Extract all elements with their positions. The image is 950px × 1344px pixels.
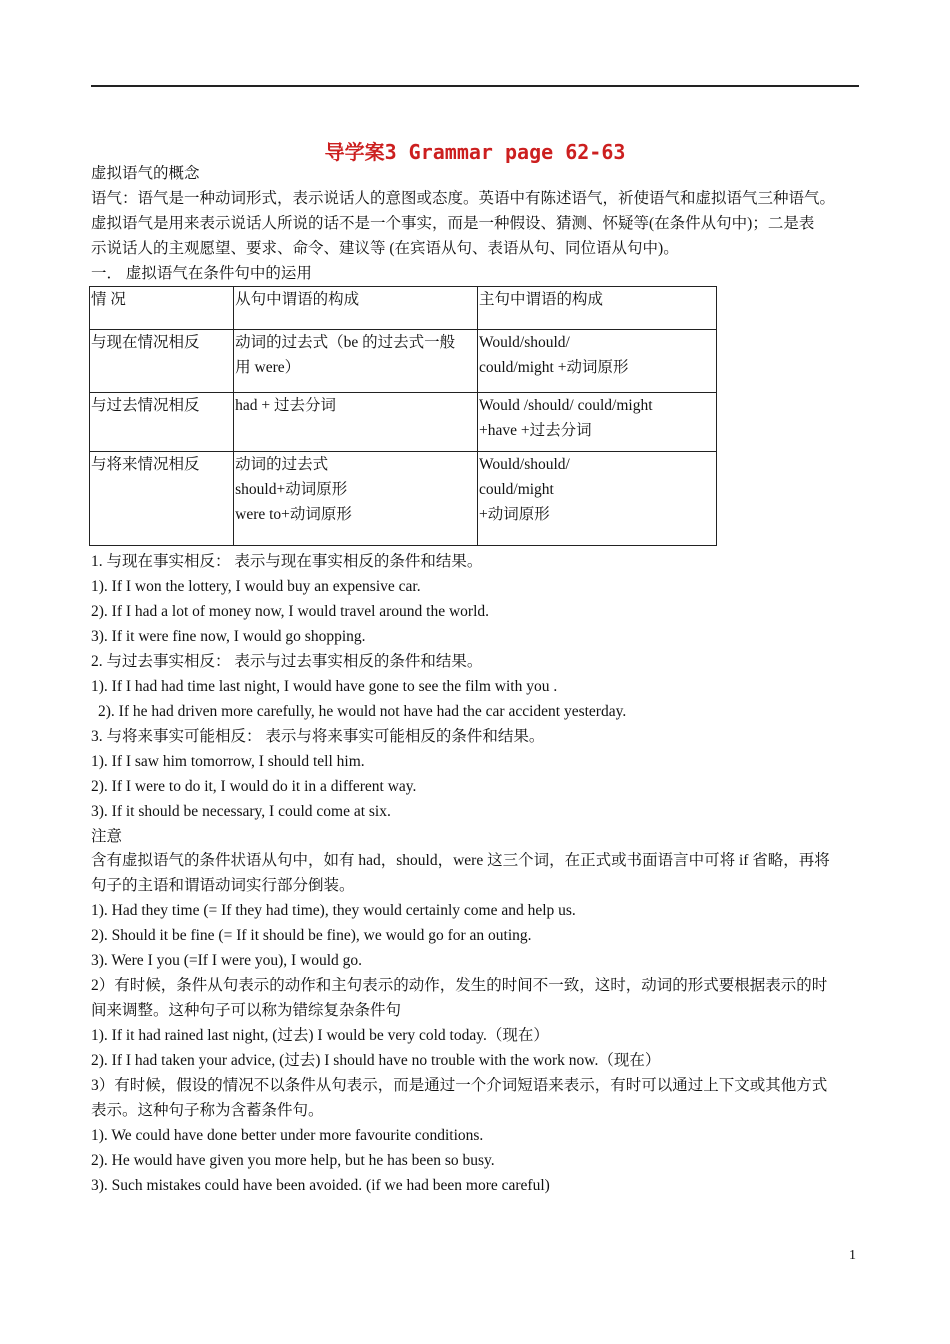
header-rule [91,85,859,87]
table-cell [234,452,478,546]
page-number: 1 [849,1248,856,1263]
clause-text: should+动词原形 [235,481,348,498]
example-line: 2). Should it be fine (= If it should be fine), we would go for an outing. [91,927,532,944]
main-text: could/might [478,481,554,498]
table-cell [477,452,716,546]
point-heading: 2. 与过去事实相反： 表示与过去事实相反的条件和结果。 [91,653,483,670]
example-line: 1). We could have done better under more favourite conditions. [91,1127,484,1144]
table-cell [90,452,234,546]
table-cell [90,393,234,452]
table-header-cell: 主句中谓语的构成 [477,287,716,330]
table-row [90,393,717,452]
example-line: 1). If I had had time last night, I would have gone to see the film with you . [91,678,558,695]
example-line: 2). If he had driven more carefully, he would not have had the car accident yesterday. [98,703,627,720]
text-line: 示说话人的主观愿望、要求、命令、建议等 (在宾语从句、表语从句、同位语从句中)。 [91,240,679,257]
example-line: 3). Were I you (=If I were you), I would go. [91,952,363,969]
example-line: 2). He would have given you more help, but he has been so busy. [91,1152,495,1169]
example-line: 2). If I had a lot of money now, I would travel around the world. [91,603,490,620]
text-line: 句子的主语和谓语动词实行部分倒装。 [91,877,355,894]
example-line: 3). If it were fine now, I would go shopping. [91,628,366,645]
table-header-cell: 从句中谓语的构成 [234,287,478,330]
clause-text: 动词的过去式（be 的过去式一般 [235,334,456,351]
main-text: +动词原形 [478,506,550,523]
table-header-row [90,287,717,330]
example-line: 1). Had they time (= If they had time), they would certainly come and help us. [91,902,576,919]
main-text: Would /should/ could/might [478,397,653,414]
table-cell [477,330,716,393]
section-heading: 虚拟语气的概念 [91,165,200,182]
main-text: could/might +动词原形 [478,359,629,376]
text-line: 语气：语气是一种动词形式，表示说话人的意图或态度。英语中有陈述语气，祈使语气和虚拟语气三种语气。 [91,190,836,207]
table-row [90,330,717,393]
text-line: 2）有时候，条件从句表示的动作和主句表示的动作，发生的时间不一致，这时，动词的形式要根据表示的时 [91,977,828,994]
point-heading: 3. 与将来事实可能相反： 表示与将来事实可能相反的条件和结果。 [91,728,545,745]
table-cell [477,393,716,452]
example-line: 3). If it should be necessary, I could come at six. [91,803,391,820]
text-line: 间来调整。这种句子可以称为错综复杂条件句 [91,1002,402,1019]
note-heading: 注意 [91,828,123,845]
situation-text: 与现在情况相反 [91,334,200,351]
table-cell [234,330,478,393]
situation-text: 与将来情况相反 [91,456,200,473]
section-heading: 一． 虚拟语气在条件句中的运用 [91,265,312,282]
example-line: 1). If I won the lottery, I would buy an expensive car. [91,578,421,595]
text-line: 虚拟语气是用来表示说话人所说的话不是一个事实，而是一种假设、猜测、怀疑等(在条件从句中)；二是表 [91,215,815,232]
main-text: Would/should/ [478,334,570,351]
main-text: Would/should/ [478,456,570,473]
clause-text: were to+动词原形 [235,506,352,523]
clause-text: had + 过去分词 [235,397,337,414]
text-line: 表示。这种句子称为含蓄条件句。 [91,1102,324,1119]
example-line: 2). If I had taken your advice, (过去) I should have no trouble with the work now.（现在） [91,1052,661,1069]
conditional-table [89,286,717,546]
situation-text: 与过去情况相反 [91,397,200,414]
table-row [90,452,717,546]
example-line: 1). If it had rained last night, (过去) I would be very cold today.（现在） [91,1027,549,1044]
table-header-cell: 情 况 [90,287,234,330]
example-line: 2). If I were to do it, I would do it in a different way. [91,778,417,795]
text-line: 3）有时候，假设的情况不以条件从句表示，而是通过一个介词短语来表示，有时可以通过上下文或其他方式 [91,1077,828,1094]
table-cell [234,393,478,452]
clause-text: 用 were） [235,359,301,376]
example-line: 3). Such mistakes could have been avoided. (if we had been more careful) [91,1177,550,1194]
text-line: 含有虚拟语气的条件状语从句中，如有 had，should，were 这三个词，在正式或书面语言中可将 if 省略，再将 [91,852,830,869]
clause-text: 动词的过去式 [235,456,329,473]
page-title: 导学案3 Grammar page 62-63 [324,140,626,164]
example-line: 1). If I saw him tomorrow, I should tell him. [91,753,365,770]
table-cell [90,330,234,393]
main-text: +have +过去分词 [478,422,592,439]
point-heading: 1. 与现在事实相反： 表示与现在事实相反的条件和结果。 [91,553,483,570]
